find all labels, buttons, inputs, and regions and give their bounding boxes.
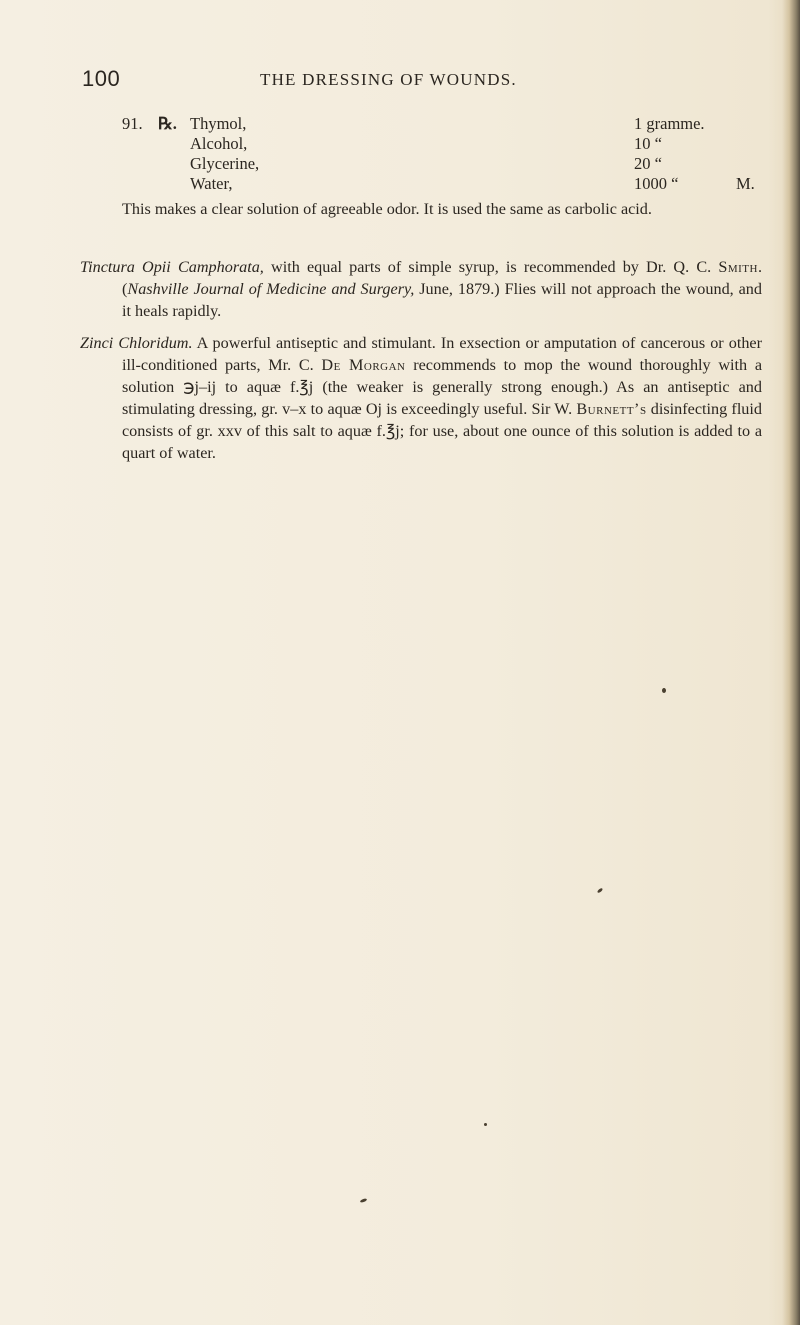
entry-text: A powerful antiseptic and stimulant. In exsection or amputation of cancerous or other ill-conditioned parts, Mr. C. xyxy=(122,334,763,374)
author-name: De Morgan xyxy=(321,356,406,374)
paper-speck xyxy=(597,887,604,893)
ingredient-quantity: 1000 “ xyxy=(634,174,679,193)
ingredient-name: Alcohol, xyxy=(190,134,248,153)
page-number: 100 xyxy=(82,66,121,91)
ingredient-quantity: 20 “ xyxy=(634,154,662,173)
prescription-row xyxy=(122,134,762,154)
entry-text: with equal parts of simple syrup, is recommended by Dr. Q. C. xyxy=(263,258,719,276)
paper-speck xyxy=(360,1198,368,1203)
author-name: Smith xyxy=(718,258,758,276)
journal-title: Nashville Journal of Medicine and Surgery, xyxy=(127,280,415,298)
entry-term: Tinctura Opii Camphorata, xyxy=(80,258,264,276)
prescription-row xyxy=(122,174,762,194)
entry-text: disinfecting fluid consists of gr. xxv of this salt to aquæ f.℥j; for use, about one ounce of this solution is added to a quart of water. xyxy=(122,400,762,462)
ingredient-quantity: 1 gramme. xyxy=(634,114,705,133)
entry-text: recommends to mop the wound thoroughly with a solution ℈j–ij to aquæ f.℥j (the weaker is generally strong enough.) As an antiseptic and stimulating dressing, gr. v–x to aquæ Oj is exceedingly useful. Sir W. xyxy=(122,356,762,418)
running-title: THE DRESSING OF WOUNDS. xyxy=(260,70,517,89)
ingredient-name: Glycerine, xyxy=(190,154,260,173)
prescription-number: 91. xyxy=(122,114,143,133)
paper-speck xyxy=(662,688,666,693)
entry-term: Zinci Chloridum. xyxy=(80,334,193,352)
recipe-symbol: ℞. xyxy=(158,114,177,133)
author-name: Burnett’s xyxy=(576,400,647,418)
misce-instruction: M. xyxy=(736,174,755,193)
entry-tinctura-opii xyxy=(80,256,762,322)
page-edge-stain xyxy=(782,0,800,1325)
ingredient-name: Thymol, xyxy=(190,114,247,133)
ingredient-quantity: 10 “ xyxy=(634,134,662,153)
prescription-block xyxy=(122,114,762,194)
prescription-row xyxy=(122,114,762,134)
entry-text: . ( xyxy=(122,258,763,298)
prescription-row xyxy=(122,154,762,174)
page-header xyxy=(0,66,800,96)
prescription-note: This makes a clear solution of agreeable odor. It is used the same as carbolic acid. xyxy=(122,200,652,218)
paper-speck xyxy=(484,1123,487,1126)
entry-text: June, 1879.) Flies will not approach the wound, and it heals rapidly. xyxy=(122,280,762,320)
ingredient-name: Water, xyxy=(190,174,233,193)
entry-zinci-chloridum xyxy=(80,332,762,464)
